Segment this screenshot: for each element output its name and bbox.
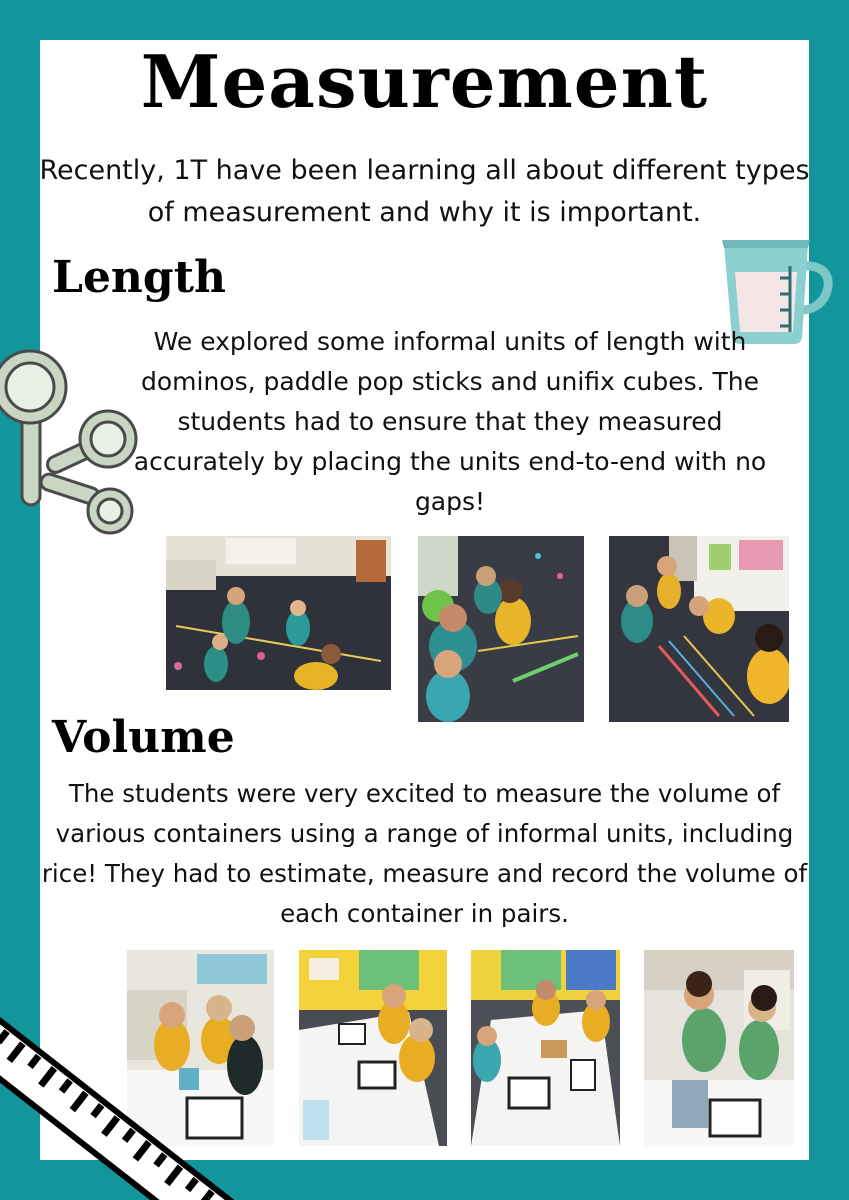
page-title: Measurement [140,39,709,124]
length-paragraph: We explored some informal units of length with dominos, paddle pop sticks and unifix cubes. The students had to ensure that they measured accurately by placing the units end-to-end with no gaps! [133,327,767,516]
length-heading: Length [52,252,227,303]
volume-photo-3 [471,950,620,1146]
length-photo-2 [418,536,584,722]
length-photo-1 [166,536,391,690]
volume-photo-4 [644,950,794,1146]
ruler-icon [0,985,260,1200]
volume-paragraph: The students were very excited to measure the volume of various containers using a range of informal units, including rice! They had to estimate, measure and record the volume of each container in pairs. [41,779,808,928]
intro-text: Recently, 1T have been learning all about different types of measurement and why it is important. [39,155,810,228]
volume-heading: Volume [52,712,235,763]
measuring-spoons-icon [0,345,140,535]
length-photo-3 [609,536,789,722]
volume-photo-2 [299,950,447,1146]
